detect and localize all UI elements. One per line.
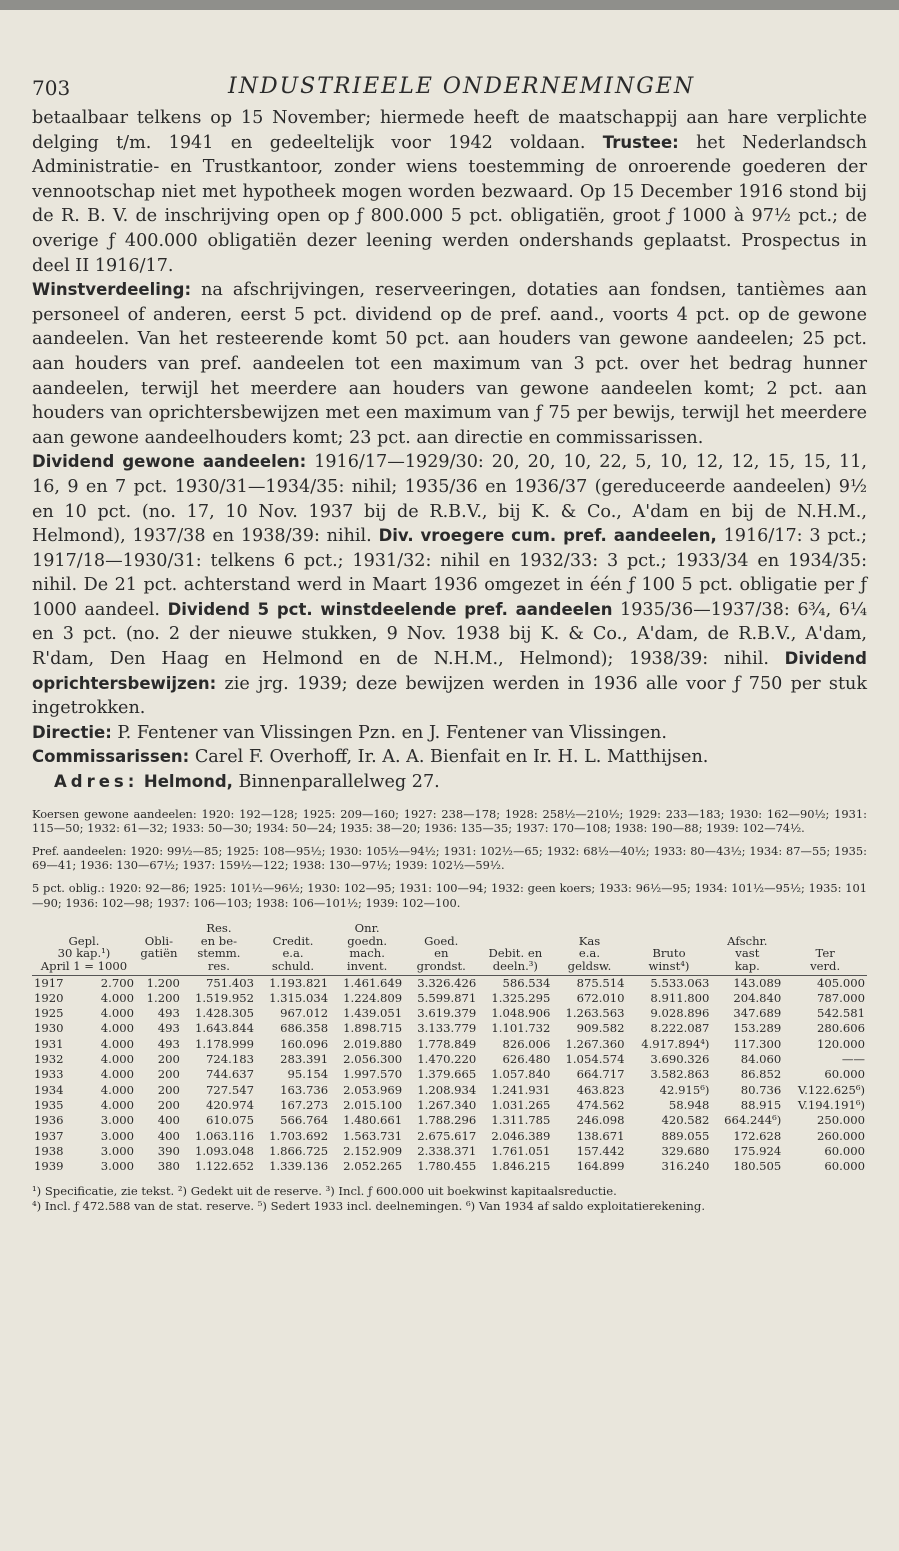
table-cell: 390 [157,1143,180,1158]
table-header-cell: winst⁴) [627,960,712,975]
table-header-cell: en be- [200,933,238,948]
table-header-cell: Res. [206,921,232,936]
table-cell: 1.997.570 [343,1067,403,1082]
table-row [32,1021,867,1036]
label-dividend-gewone: Dividend gewone aandeelen: [32,452,307,472]
table-cell: 2.675.617 [417,1128,477,1143]
table-cell: 86.852 [740,1067,782,1082]
table-row [32,1159,867,1174]
table-cell: 724.183 [206,1052,254,1067]
table-cell: V.122.625⁶) [797,1082,865,1097]
table-row [32,1144,867,1159]
table-cell: 60.000 [824,1067,865,1082]
table-cell: 542.581 [817,1006,865,1021]
table-cell: 88.915 [740,1097,782,1112]
table-cell: 5.533.063 [650,975,710,990]
table-cell: 626.480 [502,1052,551,1067]
table-cell: 2.056.300 [343,1052,403,1067]
table-cell: 8.911.800 [650,990,710,1005]
table-header-row [32,960,867,975]
table-year-cell: 1934 [34,1082,64,1097]
adres-street: Binnenparallelweg 27. [238,772,440,793]
text-div-oprichters: zie jrg. 1939; deze bewijzen werden in 1936 alle voor ƒ 750 per stuk ingetrokken. [32,673,868,719]
table-cell: 204.840 [733,990,782,1005]
table-header-cell: e.a. [578,946,601,961]
paragraph-dividend [32,450,867,721]
table-header-cell: Debit. en [488,946,543,961]
table-cell: 80.736 [740,1082,782,1097]
table-header-cell: deeln.³) [478,960,552,975]
table-cell: 4.000 [100,1067,134,1082]
table-cell: 9.028.896 [650,1006,710,1021]
table-cell: 2.052.265 [343,1159,403,1174]
table-cell: —— [841,1052,865,1067]
table-row [32,1098,867,1113]
text-delging: betaalbaar telkens op 15 November; hiermede heeft de maatschappij aan hare verplichte delging t/m. 1941 en gedeeltelijk voor 1942 voldaan. [32,108,867,153]
table-cell: 1.267.360 [565,1036,625,1051]
table-cell: 3.000 [100,1113,134,1128]
table-header-cell [627,922,712,935]
table-cell: 967.012 [280,1006,329,1021]
table-cell: 58.948 [668,1097,710,1112]
table-cell: 2.338.371 [417,1143,477,1158]
footnote-line-2: ⁴) Incl. ƒ 472.588 van de stat. reserve. ⁵) Sedert 1933 incl. deelnemingen. ⁶) Van 1934 af saldo exploitatierekening. [32,1199,706,1214]
paragraph-commissarissen [32,745,867,770]
table-cell: 1.178.999 [194,1036,254,1051]
table-cell: 4.000 [100,1082,134,1097]
table-cell: 316.240 [661,1159,710,1174]
table-header-cell: kap. [711,960,783,975]
table-cell: 4.000 [100,1006,134,1021]
table-cell: 1.898.715 [343,1021,403,1036]
table-cell: 566.764 [280,1113,329,1128]
table-row [32,1113,867,1128]
table-cell: 117.300 [733,1036,782,1051]
table-cell: 909.582 [576,1021,625,1036]
text-winstverdeeling: na afschrijvingen, reserveeringen, dotaties aan fondsen, tantièmes aan personeel of anderen, eerst 5 pct. dividend op de pref. aand., voorts 4 pct. op de gewone aandeelen. Van het resteerende komt 50 pct. aan houders van gewone aandeelen; 25 pct. aan houders van pref. aandeelen tot een maximum van 3 pct. over het bedrag hunner aandeelen, terwijl het meerdere aan houders van gewone aandeelen komt; 2 pct. aan houders van oprichtersbewijzen met een maximum van ƒ 75 per bewijs, terwijl het meerdere aan gewone aandeelhouders komt; 23 pct. aan directie en commissarissen. [32,280,868,448]
table-cell: 2.019.880 [343,1036,403,1051]
table-header-cell: Obli- [144,933,174,948]
running-title: INDUSTRIEELE ONDERNEMINGEN [228,74,696,99]
table-header-cell: vast [735,946,760,961]
table-cell: 4.000 [100,1097,134,1112]
table-year-cell: 1933 [34,1067,64,1082]
label-winstverdeeling: Winstverdeeling: [32,280,192,300]
table-cell: 8.222.087 [650,1021,710,1036]
table-cell: 1.200 [146,975,180,990]
table-cell: 1.315.034 [269,990,329,1005]
table-year-cell: 1937 [34,1128,64,1143]
table-cell: 1.101.732 [491,1021,551,1036]
table-year-cell: 1917 [34,975,64,990]
table-cell: 5.599.871 [417,990,477,1005]
table-row [32,1083,867,1098]
label-div-winstdeelende: Dividend 5 pct. winstdeelende pref. aandeelen [167,599,613,619]
table-row [32,1052,867,1067]
table-cell: 175.924 [733,1143,782,1158]
table-cell: 163.736 [280,1082,329,1097]
table-year-cell: 1935 [34,1097,64,1112]
paragraph-trustee [32,106,867,278]
table-year-cell: 1936 [34,1113,64,1128]
table-cell: 3.690.326 [650,1052,710,1067]
koersen-pref: Pref. aandeelen: 1920: 99½—85; 1925: 108—95½; 1930: 105½—94½; 1931: 102½—65; 1932: 68½—40½; 1933: 80—43½; 1934: 87—55; 1935: 69—41; 1936: 130—67½; 1937: 159½—122; 1938: 130—97½; 1939: 102½—59½. [32,843,867,873]
table-cell: 4.000 [100,1036,134,1051]
table-header-cell: geldsw. [552,960,626,975]
table-cell: 493 [157,1021,180,1036]
table-cell: 420.974 [206,1097,254,1112]
table-header-cell: Bruto [652,946,686,961]
label-commissarissen: Commissarissen: [32,747,190,767]
table-cell: 787.000 [817,990,865,1005]
table-cell: 2.053.969 [343,1082,403,1097]
table-header-cell: goedn. [347,933,388,948]
table-cell: 180.505 [733,1159,782,1174]
table-cell: 42.915⁶) [659,1082,710,1097]
table-cell: 2.015.100 [343,1097,403,1112]
table-header-cell [404,922,478,935]
table-cell: 875.514 [576,975,625,990]
table-cell: 4.000 [100,990,134,1005]
table-cell: 95.154 [287,1067,329,1082]
table-cell: 84.060 [740,1052,782,1067]
table-cell: 2.046.389 [491,1128,551,1143]
table-header-cell: en [434,946,449,961]
table-cell: 1.461.649 [343,975,403,990]
table-header-cell [256,922,330,935]
table-cell: 280.606 [817,1021,865,1036]
table-cell: 2.700 [100,975,134,990]
body-text [32,106,867,795]
table-cell: 1.311.785 [491,1113,551,1128]
table-row [32,975,867,991]
table-cell: 3.000 [100,1143,134,1158]
table-header-cell: April 1 = 1000 [32,960,136,975]
table-cell: 329.680 [661,1143,710,1158]
table-header-cell [136,960,182,975]
footnote-line-1: ¹) Specificatie, zie tekst. ²) Gedekt uit de reserve. ³) Incl. ƒ 600.000 uit boekwinst kapitaalsreductie. [32,1184,617,1199]
scan-top-band [0,0,899,10]
table-cell: 826.006 [502,1036,551,1051]
financial-table [32,922,867,1174]
table-cell: 1.241.931 [491,1082,551,1097]
table-cell: 347.689 [733,1006,782,1021]
page-header [32,70,867,106]
table-cell: 1.480.661 [343,1113,403,1128]
table-cell: 1.780.455 [417,1159,477,1174]
table-header-cell: verd. [783,960,867,975]
table-cell: 1.093.048 [194,1143,254,1158]
table-header-cell: Credit. [272,933,314,948]
table-cell: 1.200 [146,990,180,1005]
table-header-cell: stemm. [197,946,241,961]
table-header-cell [711,922,783,935]
table-cell: 246.098 [576,1113,625,1128]
table-cell: 260.000 [817,1128,865,1143]
table-header-cell: Ter [815,946,835,961]
table-cell: 157.442 [576,1143,625,1158]
table-cell: 2.152.909 [343,1143,403,1158]
table-cell: 400 [157,1128,180,1143]
table-cell: 420.582 [661,1113,710,1128]
table-header-cell: schuld. [256,960,330,975]
table-cell: 3.326.426 [417,975,477,990]
table-header-cell: Goed. [424,933,459,948]
text-commissarissen: Carel F. Overhoff, Ir. A. A. Bienfait en Ir. H. L. Matthijsen. [194,747,709,768]
table-row [32,1067,867,1082]
table-header-cell [552,922,626,935]
table-cell: V.194.191⁶) [797,1097,865,1112]
table-cell: 664.717 [576,1067,625,1082]
table-cell: 1.519.952 [194,990,254,1005]
table-cell: 3.000 [100,1159,134,1174]
table-cell: 3.582.863 [650,1067,710,1082]
text-div-winstdeelende: 1935/36—1937/38: 6¾, 6¼ en 3 pct. (no. 2 der nieuwe stukken, 9 Nov. 1938 bij K. & Co., A'dam, de R.B.V., A'dam, R'dam, Den Haag en Helmond en de N.H.M., Helmond); 1938/39: nihil. [32,599,868,670]
table-cell: 1.379.665 [417,1067,477,1082]
table-cell: 4.917.894⁴) [641,1036,710,1051]
table-cell: 1.563.731 [343,1128,403,1143]
table-cell: 143.089 [733,975,782,990]
table-cell: 672.010 [576,990,625,1005]
table-cell: 200 [157,1082,180,1097]
table-cell: 167.273 [280,1097,329,1112]
table-header-cell: Gepl. [68,933,100,948]
table-cell: 1.122.652 [194,1159,254,1174]
table-cell: 164.899 [576,1159,625,1174]
koersen-block [32,807,867,911]
table-cell: 283.391 [280,1052,329,1067]
table-cell: 200 [157,1052,180,1067]
table-header-cell [136,922,182,935]
table-cell: 463.823 [576,1082,625,1097]
text-div-cum-pref: 1916/17: 3 pct.; 1917/18—1930/31: telkens 6 pct.; 1931/32: nihil en 1932/33: 3 pct.; 1933/34 en 1934/35: nihil. De 21 pct. achterstand werd in Maart 1936 omgezet in één ƒ 100 5 pct. obligatie per ƒ 1000 aandeel. [32,526,868,620]
table-year-cell: 1939 [34,1159,64,1174]
table-cell: 493 [157,1036,180,1051]
table-cell: 60.000 [824,1159,865,1174]
table-cell: 1.267.340 [417,1097,477,1112]
table-cell: 727.547 [206,1082,254,1097]
page-number: 703 [32,76,71,100]
table-cell: 400 [157,1113,180,1128]
table-cell: 4.000 [100,1052,134,1067]
table-cell: 200 [157,1067,180,1082]
table-header-cell: invent. [330,960,404,975]
table-header-cell: Kas [578,933,601,948]
table-header-cell: grondst. [404,960,478,975]
table-cell: 1.866.725 [269,1143,329,1158]
table-header-cell: mach. [349,946,385,961]
table-row [32,1037,867,1052]
table-cell: 405.000 [817,975,865,990]
table-cell: 610.075 [206,1113,254,1128]
table-cell: 60.000 [824,1143,865,1158]
koersen-gewone: Koersen gewone aandeelen: 1920: 192—128; 1925: 209—160; 1927: 238—178; 1928: 258½—210½; 1929: 233—183; 1930: 162—90½; 1931: 115—50; 1932: 61—32; 1933: 50—30; 1934: 50—24; 1935: 38—20; 1936: 135—35; 1937: 170—108; 1938: 190—88; 1939: 102—74½. [32,806,867,836]
table-year-cell: 1931 [34,1036,64,1051]
table-cell: 3.619.379 [417,1006,477,1021]
table-cell: 1.439.051 [343,1006,403,1021]
table-header-cell [478,922,552,935]
table-cell: 1.470.220 [417,1052,477,1067]
table-cell: 380 [157,1159,180,1174]
table-cell: 4.000 [100,1021,134,1036]
table-header-cell [783,922,867,935]
table-cell: 1.788.296 [417,1113,477,1128]
table-cell: 1.643.844 [194,1021,254,1036]
table-cell: 1.761.051 [491,1143,551,1158]
table-cell: 200 [157,1097,180,1112]
table-header-cell: e.a. [282,946,304,961]
table-year-cell: 1932 [34,1052,64,1067]
table-cell: 153.289 [733,1021,782,1036]
table-header-cell: 30 kap.¹) [57,946,111,961]
table-cell: 1.263.563 [565,1006,625,1021]
table-row [32,1006,867,1021]
table-header-cell: gatiën [140,946,178,961]
table-cell: 751.403 [206,975,254,990]
table-year-cell: 1920 [34,990,64,1005]
table-cell: 1.208.934 [417,1082,477,1097]
table-year-cell: 1925 [34,1006,64,1021]
label-adres: Adres: [54,772,139,792]
table-header-cell: Onr. [354,921,380,936]
table-cell: 1.428.305 [194,1006,254,1021]
table-cell: 1.063.116 [194,1128,254,1143]
table-cell: 1.703.692 [269,1128,329,1143]
table-cell: 1.193.821 [269,975,329,990]
table-cell: 664.244⁶) [724,1113,782,1128]
table-year-cell: 1938 [34,1143,64,1158]
label-directie: Directie: [32,722,112,742]
table-header-cell: res. [182,960,256,975]
table-cell: 138.671 [576,1128,625,1143]
table-cell: 1.224.809 [343,990,403,1005]
table-cell: 493 [157,1006,180,1021]
page [32,70,867,1214]
table-row [32,991,867,1006]
koersen-oblig: 5 pct. oblig.: 1920: 92—86; 1925: 101½—96½; 1930: 102—95; 1931: 100—94; 1932: geen koers; 1933: 96½—95; 1934: 101½—95½; 1935: 101—90; 1936: 102—98; 1937: 106—103; 1938: 106—101½; 1939: 102—100. [32,881,867,910]
table-cell: 889.055 [661,1128,710,1143]
label-trustee: Trustee: [602,132,679,152]
paragraph-directie [32,721,867,746]
footnotes [32,1184,867,1214]
table-header-cell [32,922,136,935]
table-cell: 1.325.295 [491,990,551,1005]
table-cell: 172.628 [733,1128,782,1143]
table-header-row [32,922,867,935]
table-cell: 3.133.779 [417,1021,477,1036]
table-cell: 1.054.574 [565,1052,625,1067]
paragraph-winstverdeeling [32,278,867,450]
text-trustee: het Nederlandsch Administratie- en Trustkantoor, zonder wiens toestemming de onroerende goederen der vennootschap niet met hypotheek mogen worden bezwaard. Op 15 December 1916 stond bij de R. B. V. de inschrijving open op ƒ 800.000 5 pct. obligatiën, groot ƒ 1000 à 97½ pct.; de overige ƒ 400.000 obligatiën dezer leening werden ondershands geplaatst. Prospectus in deel II 1916/17. [32,132,867,276]
table-cell: 1.778.849 [417,1036,477,1051]
table-cell: 474.562 [576,1097,625,1112]
table-cell: 1.846.215 [491,1159,551,1174]
table-header-cell: Afschr. [727,933,768,948]
label-div-cum-pref: Div. vroegere cum. pref. aandeelen, [378,526,717,546]
table-cell: 586.534 [502,975,551,990]
table-cell: 160.096 [280,1036,329,1051]
table-cell: 250.000 [817,1113,865,1128]
paragraph-adres [32,770,867,795]
table-cell: 1.048.906 [491,1006,551,1021]
table-year-cell: 1930 [34,1021,64,1036]
table-cell: 1.031.265 [491,1097,551,1112]
table-cell: 1.057.840 [491,1067,551,1082]
text-dividend-gewone: 1916/17—1929/30: 20, 20, 10, 22, 5, 10, 12, 12, 15, 15, 11, 16, 9 en 7 pct. 1930/31—1934/35: nihil; 1935/36 en 1936/37 (gereduceerde aandeelen) 9½ en 10 pct. (no. 17, 10 Nov. 1937 bij de R.B.V., bij K. & Co., A'dam en bij de N.H.M., Helmond), 1937/38 en 1938/39: nihil. [32,452,867,547]
table-cell: 1.339.136 [269,1159,329,1174]
table-row [32,1129,867,1144]
text-directie: P. Fentener van Vlissingen Pzn. en J. Fentener van Vlissingen. [117,722,667,743]
table-cell: 3.000 [100,1128,134,1143]
adres-city: Helmond, [143,772,233,792]
table-cell: 686.358 [280,1021,329,1036]
table-cell: 120.000 [817,1036,865,1051]
table-cell: 744.637 [206,1067,254,1082]
label-div-oprichters: Dividend oprichtersbewijzen: [32,649,867,693]
